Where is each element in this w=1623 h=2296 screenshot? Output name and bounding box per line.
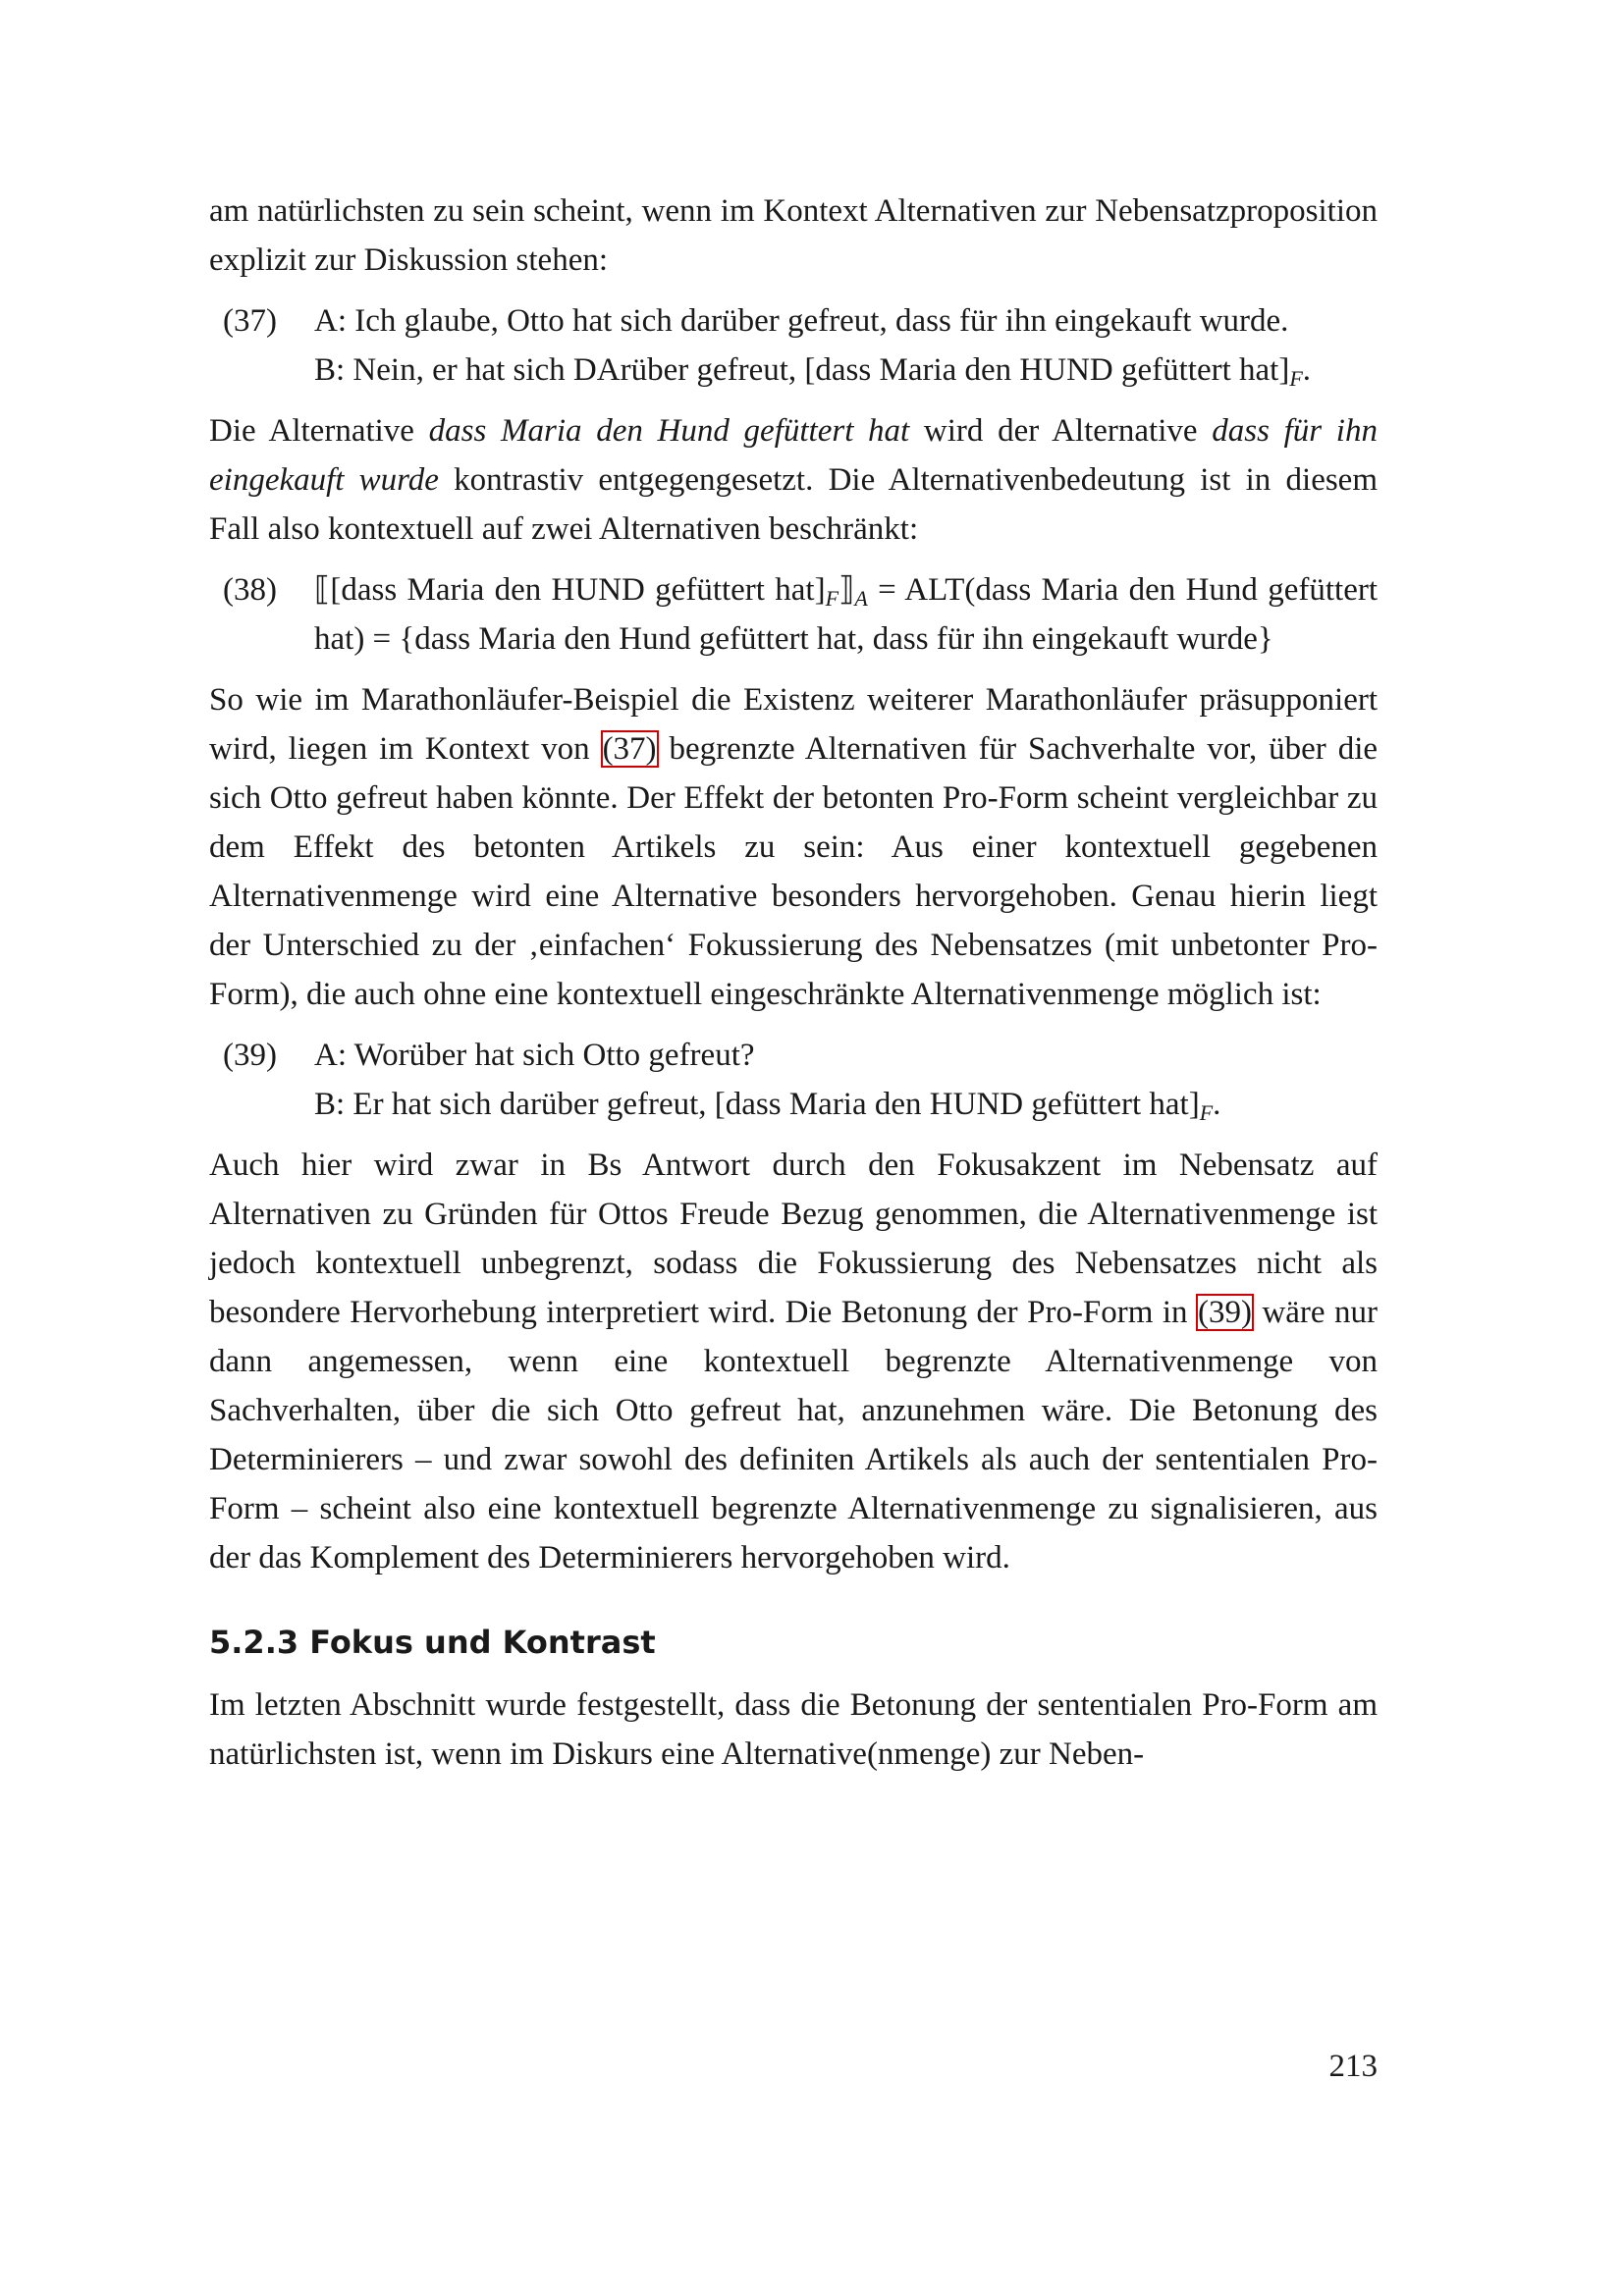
paragraph-alternative-emphasis-2: dass für ihn eingekauft wurde <box>209 413 1378 498</box>
paragraph-alternative <box>209 406 1378 554</box>
section-heading: 5.2.3 Fokus und Kontrast <box>209 1624 656 1661</box>
example-37-body <box>314 296 1378 395</box>
example-37-line-a: A: Ich glaube, Otto hat sich darüber gefreut, dass für ihn eingekauft wurde. <box>314 303 1289 339</box>
paragraph-alternative-emphasis-1: dass Maria den Hund gefüttert hat <box>428 413 910 449</box>
example-37-line-b-end: . <box>1302 352 1312 388</box>
example-38-part-3: = ALT(dass Maria den Hund gefüttert hat) = {dass Maria den Hund gefüttert hat, dass für ihn eingekauft wurde} <box>314 572 1379 657</box>
paragraph-intro <box>209 187 1378 285</box>
example-39-body <box>314 1031 1378 1129</box>
example-38-part-2: ⟧ <box>839 572 855 608</box>
paragraph-marathon <box>209 675 1378 1019</box>
page-body <box>209 187 1378 1779</box>
focus-subscript: F <box>1289 366 1303 391</box>
paragraph-section-intro <box>209 1681 1378 1779</box>
example-37-line-b-text: B: Nein, er hat sich DArüber gefreut, [dass Maria den HUND gefüttert hat] <box>314 352 1290 388</box>
focus-subscript: F <box>1199 1100 1214 1125</box>
focus-subscript: F <box>825 586 839 611</box>
paragraph-alternative-end: kontrastiv entgegengesetzt. Die Alternativenbedeutung ist in diesem Fall also kontextuell auf zwei Alternativen beschränkt: <box>209 462 1378 547</box>
paragraph-alternative-start: Die Alternative <box>209 413 429 449</box>
paragraph-section-intro-text: Im letzten Abschnitt wurde festgestellt, dass die Betonung der sententialen Pro-Form am natürlichsten ist, wenn im Diskurs eine Alternative(nmenge) zur Neben- <box>209 1687 1378 1772</box>
example-39 <box>209 1031 1378 1129</box>
example-37-line-b <box>314 346 1378 395</box>
example-38-number: (38) <box>223 572 277 608</box>
example-39-line-b <box>314 1080 1378 1129</box>
example-37-link[interactable]: (37) <box>602 731 657 767</box>
paragraph-marathon-end: begrenzte Alternativen für Sachverhalte vor, über die sich Otto gefreut haben könnte. Der Effekt der betonten Pro-Form scheint vergleichbar zu dem Effekt des betonten Artikels zu sein: Aus einer kontextuell gegebenen Alternativenmenge wird eine Alternative besonders hervorgehoben. Genau hierin liegt der Unterschied zu der ‚einfachen‘ Fokussierung des Nebensatzes (mit unbetonter Pro-Form), die auch ohne eine kontextuell eingeschränkte Alternativenmenge möglich ist: <box>209 731 1379 1012</box>
alternative-subscript: A <box>854 586 868 611</box>
example-38-part-1: ⟦[dass Maria den HUND gefüttert hat] <box>314 572 826 608</box>
paragraph-alternative-middle: wird der Alternative <box>909 413 1213 449</box>
page-number: 213 <box>1328 2049 1378 2084</box>
example-37-number: (37) <box>223 303 277 339</box>
example-38 <box>209 565 1378 664</box>
paragraph-intro-text: am natürlichsten zu sein scheint, wenn im Kontext Alternativen zur Nebensatzproposition explizit zur Diskussion stehen: <box>209 193 1378 278</box>
paragraph-answer-end: wäre nur dann angemessen, wenn eine kontextuell begrenzte Alternativenmenge von Sachverhalten, über die sich Otto gefreut hat, anzunehmen wäre. Die Betonung des Determinierers – und zwar sowohl des definiten Artikels als auch der sententialen Pro-Form – scheint also eine kontextuell begrenzte Alternativenmenge zu signalisieren, aus der das Komplement des Determinierers hervorgehoben wird. <box>209 1295 1378 1575</box>
example-39-number: (39) <box>223 1038 277 1073</box>
paragraph-marathon-start: So wie im Marathonläufer-Beispiel die Existenz weiterer Marathonläufer präsupponiert wird, liegen im Kontext von <box>209 682 1378 767</box>
example-38-body <box>314 565 1378 664</box>
example-39-link[interactable]: (39) <box>1198 1295 1252 1330</box>
example-39-line-a: A: Worüber hat sich Otto gefreut? <box>314 1038 755 1073</box>
example-37 <box>209 296 1378 395</box>
paragraph-answer-start: Auch hier wird zwar in Bs Antwort durch den Fokusakzent im Nebensatz auf Alternativen zu Gründen für Ottos Freude Bezug genommen, die Alternativenmenge ist jedoch kontextuell unbegrenzt, sodass die Fokussierung des Nebensatzes nicht als besondere Hervorhebung interpretiert wird. Die Betonung der Pro-Form in <box>209 1148 1378 1330</box>
paragraph-answer <box>209 1141 1378 1582</box>
example-39-line-b-text: B: Er hat sich darüber gefreut, [dass Maria den HUND gefüttert hat] <box>314 1087 1200 1122</box>
example-39-line-b-end: . <box>1213 1087 1221 1122</box>
